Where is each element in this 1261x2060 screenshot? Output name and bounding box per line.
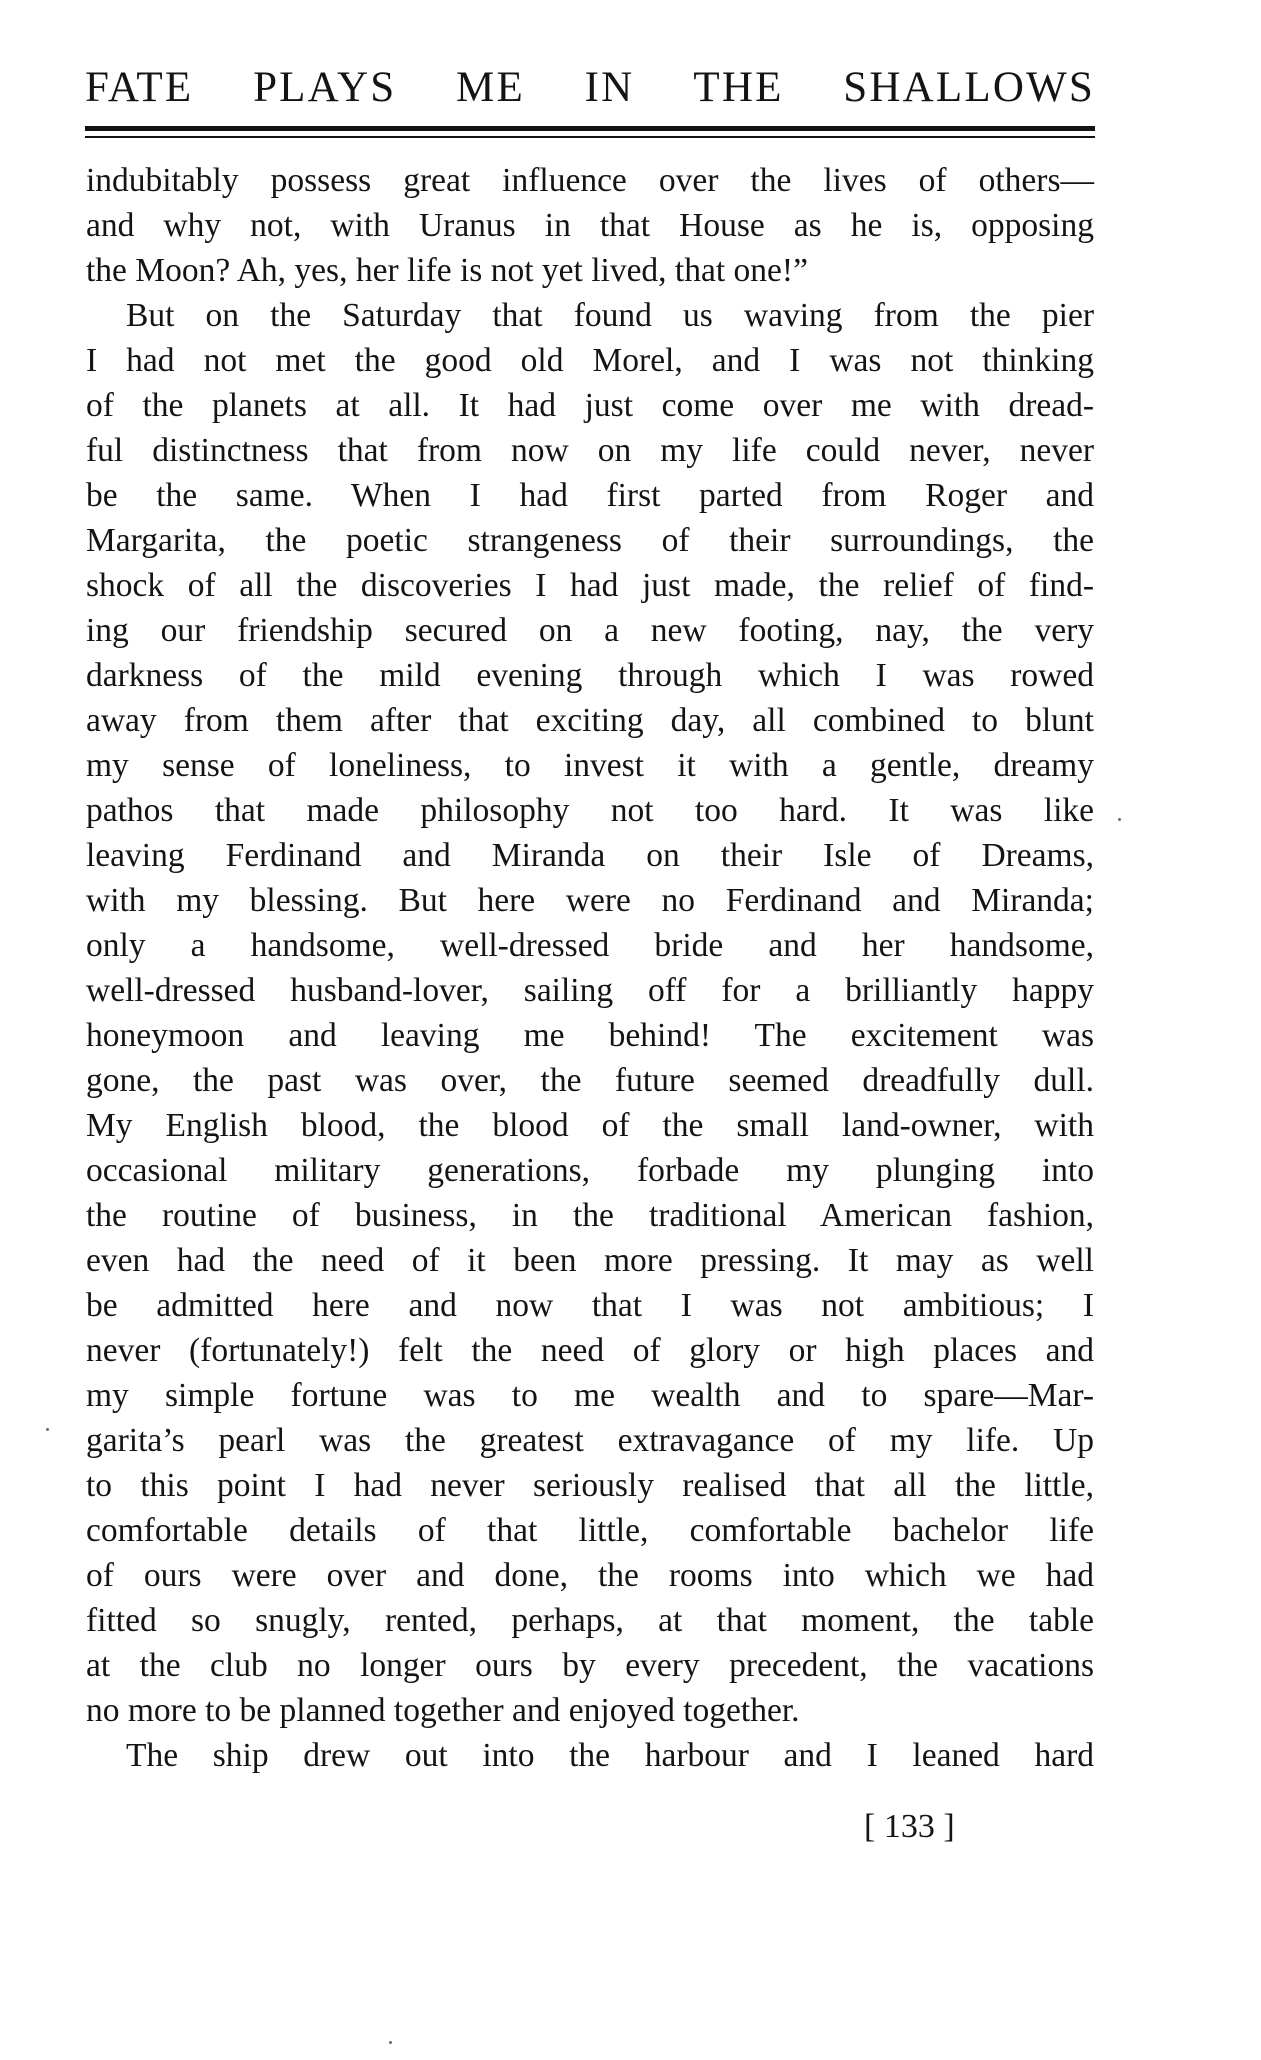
text-line: indubitably possess great influence over the lives of others— (86, 162, 1094, 199)
text-line: leaving Ferdinand and Miranda on their Isle of Dreams, (86, 837, 1094, 874)
header-rule-thin (85, 136, 1095, 138)
text-line: be the same. When I had first parted from Roger and (86, 477, 1094, 514)
text-line: never (fortunately!) felt the need of glory or high places and (86, 1332, 1094, 1369)
text-line: well-dressed husband-lover, sailing off for a brilliantly happy (86, 972, 1094, 1009)
text-line: I had not met the good old Morel, and I was not thinking (86, 342, 1094, 379)
text-line: ing our friendship secured on a new footing, nay, the very (86, 612, 1094, 649)
text-line: with my blessing. But here were no Ferdinand and Miranda; (86, 882, 1094, 919)
text-line: Margarita, the poetic strangeness of their surroundings, the (86, 522, 1094, 559)
paper-speck (389, 2041, 392, 2044)
text-line: away from them after that exciting day, all combined to blunt (86, 702, 1094, 739)
text-line: the routine of business, in the traditional American fashion, (86, 1197, 1094, 1234)
text-line: to this point I had never seriously realised that all the little, (86, 1467, 1094, 1504)
text-line: garita’s pearl was the greatest extravagance of my life. Up (86, 1422, 1094, 1459)
body-text (86, 158, 1094, 1778)
text-line: the Moon? Ah, yes, her life is not yet lived, that one!” (86, 252, 808, 289)
text-line: darkness of the mild evening through which I was rowed (86, 657, 1094, 694)
text-line: and why not, with Uranus in that House as he is, opposing (86, 207, 1094, 244)
text-line: pathos that made philosophy not too hard. It was like (86, 792, 1094, 829)
text-line: of ours were over and done, the rooms into which we had (86, 1557, 1094, 1594)
text-line: ful distinctness that from now on my life could never, never (86, 432, 1094, 469)
header-rule-thick (85, 126, 1095, 131)
text-line: be admitted here and now that I was not ambitious; I (86, 1287, 1094, 1324)
text-line: my simple fortune was to me wealth and to spare—Mar- (86, 1377, 1094, 1414)
paragraph-first-line: The ship drew out into the harbour and I leaned hard (126, 1737, 1094, 1774)
text-line: my sense of loneliness, to invest it with a gentle, dreamy (86, 747, 1094, 784)
text-line: fitted so snugly, rented, perhaps, at that moment, the table (86, 1602, 1094, 1639)
text-line: honeymoon and leaving me behind! The excitement was (86, 1017, 1094, 1054)
paragraph-first-line: But on the Saturday that found us waving from the pier (126, 297, 1094, 334)
running-title: FATE PLAYS ME IN THE SHALLOWS (85, 64, 1095, 111)
text-line: occasional military generations, forbade my plunging into (86, 1152, 1094, 1189)
page-number: [ 133 ] (864, 1808, 955, 1845)
text-line: shock of all the discoveries I had just made, the relief of find- (86, 567, 1094, 604)
text-line: even had the need of it been more pressing. It may as well (86, 1242, 1094, 1279)
text-line: comfortable details of that little, comfortable bachelor life (86, 1512, 1094, 1549)
text-line: at the club no longer ours by every precedent, the vacations (86, 1647, 1094, 1684)
text-line: gone, the past was over, the future seemed dreadfully dull. (86, 1062, 1094, 1099)
text-line: no more to be planned together and enjoyed together. (86, 1692, 800, 1729)
text-line: My English blood, the blood of the small land-owner, with (86, 1107, 1094, 1144)
paper-speck (1118, 818, 1121, 821)
paper-speck (46, 1428, 49, 1431)
text-line: of the planets at all. It had just come over me with dread- (86, 387, 1094, 424)
text-line: only a handsome, well-dressed bride and her handsome, (86, 927, 1094, 964)
